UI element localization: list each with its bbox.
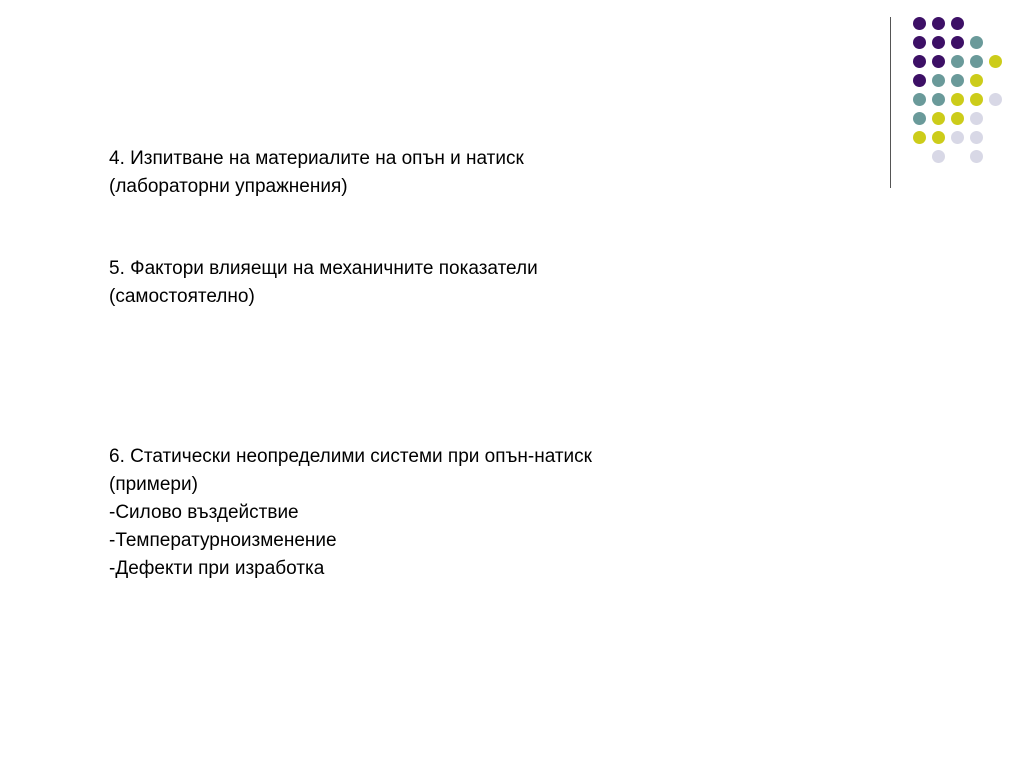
decorative-dot xyxy=(932,150,945,163)
item-6-bullet: -Дефекти при изработка xyxy=(109,558,325,579)
decorative-dot xyxy=(970,36,983,49)
item-6-bullet: -Температурноизменение xyxy=(109,530,337,551)
decorative-dot xyxy=(951,112,964,125)
decorative-dot xyxy=(970,150,983,163)
decorative-dot xyxy=(989,93,1002,106)
decorative-dot xyxy=(932,36,945,49)
decorative-vertical-line xyxy=(890,17,891,188)
decorative-dot xyxy=(951,55,964,68)
decorative-dot xyxy=(989,55,1002,68)
decorative-dot xyxy=(932,74,945,87)
item-6-text xyxy=(109,443,592,583)
item-6-line-1: 6. Статически неопределими системи при опън-натиск xyxy=(109,446,592,467)
decorative-dot xyxy=(913,17,926,30)
decorative-dot xyxy=(932,55,945,68)
decorative-dot xyxy=(913,74,926,87)
item-5-line-1: 5. Фактори влияещи на механичните показатели xyxy=(109,258,538,279)
decorative-dot xyxy=(913,112,926,125)
item-6-bullet: -Силово въздействие xyxy=(109,502,299,523)
decorative-dot xyxy=(970,131,983,144)
item-5-line-2: (самостоятелно) xyxy=(109,286,255,307)
decorative-dot xyxy=(951,131,964,144)
item-4-line-1: 4. Изпитване на материалите на опън и натиск xyxy=(109,148,524,169)
item-6-line-2: (примери) xyxy=(109,474,198,495)
decorative-dot xyxy=(970,55,983,68)
decorative-dot xyxy=(932,17,945,30)
decorative-dot xyxy=(913,36,926,49)
decorative-dot xyxy=(932,93,945,106)
item-5-text xyxy=(109,255,538,311)
item-4-text xyxy=(109,145,524,201)
decorative-dot xyxy=(951,17,964,30)
decorative-dot xyxy=(970,93,983,106)
decorative-dot xyxy=(951,36,964,49)
decorative-dot xyxy=(913,131,926,144)
decorative-dot xyxy=(951,93,964,106)
decorative-dot xyxy=(970,74,983,87)
decorative-dot xyxy=(951,74,964,87)
decorative-dot xyxy=(932,131,945,144)
decorative-dot xyxy=(913,55,926,68)
decorative-dot xyxy=(970,112,983,125)
item-4-line-2: (лабораторни упражнения) xyxy=(109,176,348,197)
decorative-dot xyxy=(932,112,945,125)
decorative-dot xyxy=(913,93,926,106)
